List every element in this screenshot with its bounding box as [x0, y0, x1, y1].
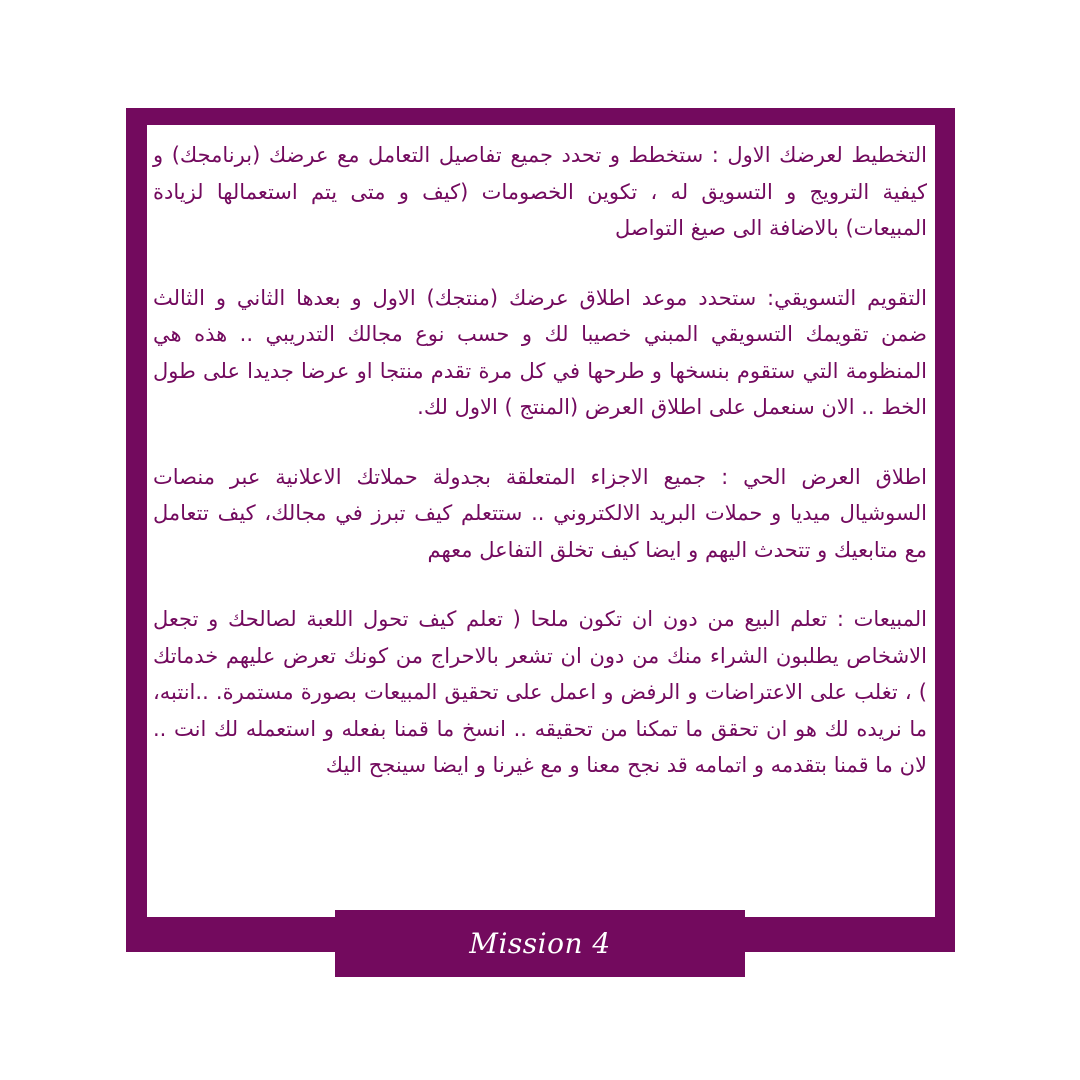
- paragraph-marketing-calendar: التقويم التسويقي: ستحدد موعد اطلاق عرضك (منتجك) الاول و بعدها الثاني و الثالث ضمن تقويمك التسويقي المبني خصيبا لك و حسب نوع مجالك التدريبي .. هذه هي المنظومة التي ستقوم بنسخها و طرحها في كل مرة تقدم منتجا او عرضا جديدا على طول الخط .. الان سنعمل على اطلاق العرض (المنتج ) الاول لك.: [153, 285, 927, 419]
- mission-title: Mission 4: [469, 927, 611, 960]
- paragraph-sales: المبيعات : تعلم البيع من دون ان تكون ملحا ( تعلم كيف تحول اللعبة لصالحك و تجعل الاشخاص يطلبون الشراء منك من دون ان تشعر بالاحراج من كونك تعرض عليهم خدماتك ) ، تغلب على الاعتراضات و الرفض و اعمل على تحقيق المبيعات بصورة مستمرة. ..انتبه، ما نريده لك هو ان تحقق ما تمكنا من تحقيقه .. انسخ ما قمنا بفعله و استعمله لك انت .. لان ما قمنا بتقدمه و اتمامه قد نجح معنا و مع غيرنا و ايضا سينجح اليك: [153, 607, 927, 777]
- paragraph-planning: التخطيط لعرضك الاول : ستخطط و تحدد جميع تفاصيل التعامل مع عرضك (برنامجك) و كيفية الترويج و التسويق له ، تكوين الخصومات (كيف و متى يتم استعمالها لزيادة المبيعات) بالاضافة الى صيغ التواصل: [153, 143, 927, 240]
- paragraph-live-launch: اطلاق العرض الحي : جميع الاجزاء المتعلقة بجدولة حملاتك الاعلانية عبر منصات السوشيال ميديا و حملات البريد الالكتروني .. ستتعلم كيف تبرز في مجالك، كيف تتعامل مع متابعيك و تتحدث اليهم و ايضا كيف تخلق التفاعل معهم: [153, 464, 927, 562]
- content-panel: [147, 125, 935, 917]
- mission-tab: [335, 910, 745, 977]
